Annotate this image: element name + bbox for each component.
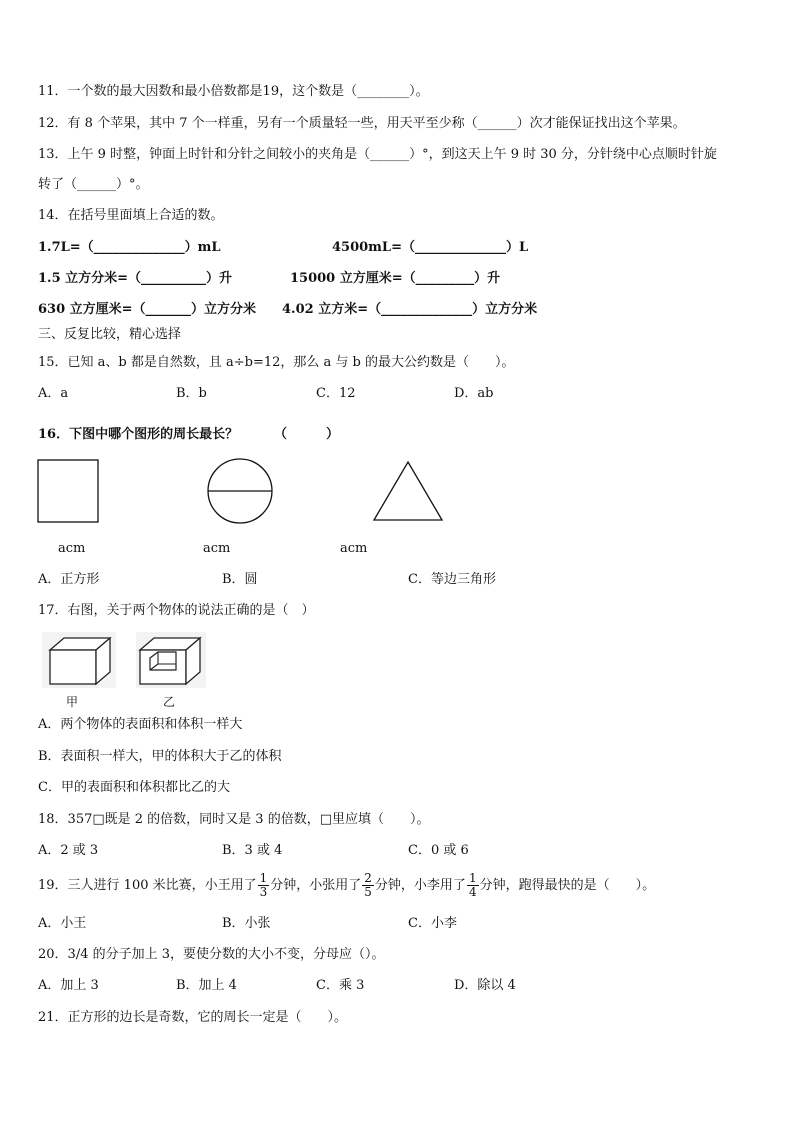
q15-option-b: B．b	[176, 386, 207, 401]
q17-option-b: B．表面积一样大，甲的体积大于乙的体积	[38, 749, 282, 764]
fraction-two-fifths	[362, 872, 374, 899]
q14-item: 4.02 立方米=（______________）立方分米	[282, 302, 538, 317]
q19-text-2: 分钟，小张用了	[270, 878, 362, 893]
q18-option-c: C．0 或 6	[408, 843, 469, 858]
q18-option-a: A．2 或 3	[38, 843, 99, 858]
q19-option-c: C．小李	[408, 916, 457, 931]
q17-option-a: A．两个物体的表面积和体积一样大	[38, 717, 243, 732]
numerator: 1	[468, 871, 477, 885]
q20-option-b: B．加上 4	[176, 978, 237, 993]
question-12: 12．有 8 个苹果，其中 7 个一样重，另有一个质量轻一些，用天平至少称（______）次才能保证找出这个苹果。	[38, 116, 686, 131]
q14-item: 1.7L=（______________）mL	[38, 240, 221, 255]
q14-item: 630 立方厘米=（_______）立方分米	[38, 302, 257, 317]
triangle-figure	[372, 460, 444, 524]
question-20: 20．3/4 的分子加上 3，要使分数的大小不变，分母应（）。	[38, 947, 385, 962]
section-title: 三、反复比较，精心选择	[38, 327, 182, 342]
denominator: 5	[364, 885, 372, 899]
q20-option-a: A．加上 3	[38, 978, 99, 993]
q19-option-b: B．小张	[222, 916, 271, 931]
question-17: 17．右图，关于两个物体的说法正确的是（ ）	[38, 603, 315, 618]
q20-option-d: D．除以 4	[454, 978, 516, 993]
circle-label: acm	[203, 541, 231, 556]
question-13-line1: 13．上午 9 时整，钟面上时针和分针之间较小的夹角是（______）°，到这天上午 9 时 30 分，分针绕中心点顺时针旋	[38, 147, 717, 162]
q19-text-3: 分钟，小李用了	[374, 878, 466, 893]
question-19	[38, 869, 655, 903]
denominator: 3	[259, 885, 268, 899]
q18-option-b: B．3 或 4	[222, 843, 283, 858]
triangle-label: acm	[340, 541, 368, 556]
notched-cube-figure	[136, 632, 206, 688]
question-13-line2: 转了（______）°。	[38, 177, 149, 192]
q15-option-d: D．ab	[454, 386, 494, 401]
fraction-one-fourth	[467, 872, 479, 899]
circle-figure	[202, 456, 278, 526]
fraction-one-third	[258, 872, 270, 899]
solid-cube-figure	[42, 632, 116, 688]
q19-option-a: A．小王	[38, 916, 87, 931]
figure-label-jia: 甲	[66, 695, 79, 709]
question-21: 21．正方形的边长是奇数，它的周长一定是（ ）。	[38, 1010, 348, 1025]
q16-option-a: A．正方形	[38, 572, 100, 587]
square-figure	[36, 458, 102, 524]
q19-text-4: 分钟，跑得最快的是（ ）。	[479, 878, 656, 893]
question-16: 16．下图中哪个图形的周长最长？	[38, 427, 239, 442]
q20-option-c: C．乘 3	[316, 978, 365, 993]
figure-label-yi: 乙	[163, 695, 176, 709]
q15-option-c: C．12	[316, 386, 356, 401]
question-18: 18．357□既是 2 的倍数，同时又是 3 的倍数，□里应填（ ）。	[38, 812, 430, 827]
question-14-title: 14．在括号里面填上合适的数。	[38, 208, 224, 223]
q15-option-a: A．a	[38, 386, 69, 401]
q19-text-1: 19．三人进行 100 米比赛，小王用了	[38, 878, 257, 893]
q14-item: 4500mL=（______________）L	[332, 240, 529, 255]
numerator: 1	[259, 871, 268, 885]
numerator: 2	[364, 871, 372, 885]
question-11: 11．一个数的最大因数和最小倍数都是19，这个数是（________）。	[38, 84, 429, 99]
question-15: 15．已知 a、b 都是自然数，且 a÷b=12，那么 a 与 b 的最大公约数是（ ）。	[38, 355, 515, 370]
q17-option-c: C．甲的表面积和体积都比乙的大	[38, 780, 230, 795]
q14-item: 1.5 立方分米=（__________）升	[38, 271, 233, 286]
q16-option-c: C．等边三角形	[408, 572, 496, 587]
q14-item: 15000 立方厘米=（_________）升	[290, 271, 501, 286]
q16-option-b: B．圆	[222, 572, 258, 587]
square-label: acm	[58, 541, 86, 556]
denominator: 4	[468, 885, 477, 899]
q16-blank: （ ）	[274, 427, 340, 442]
